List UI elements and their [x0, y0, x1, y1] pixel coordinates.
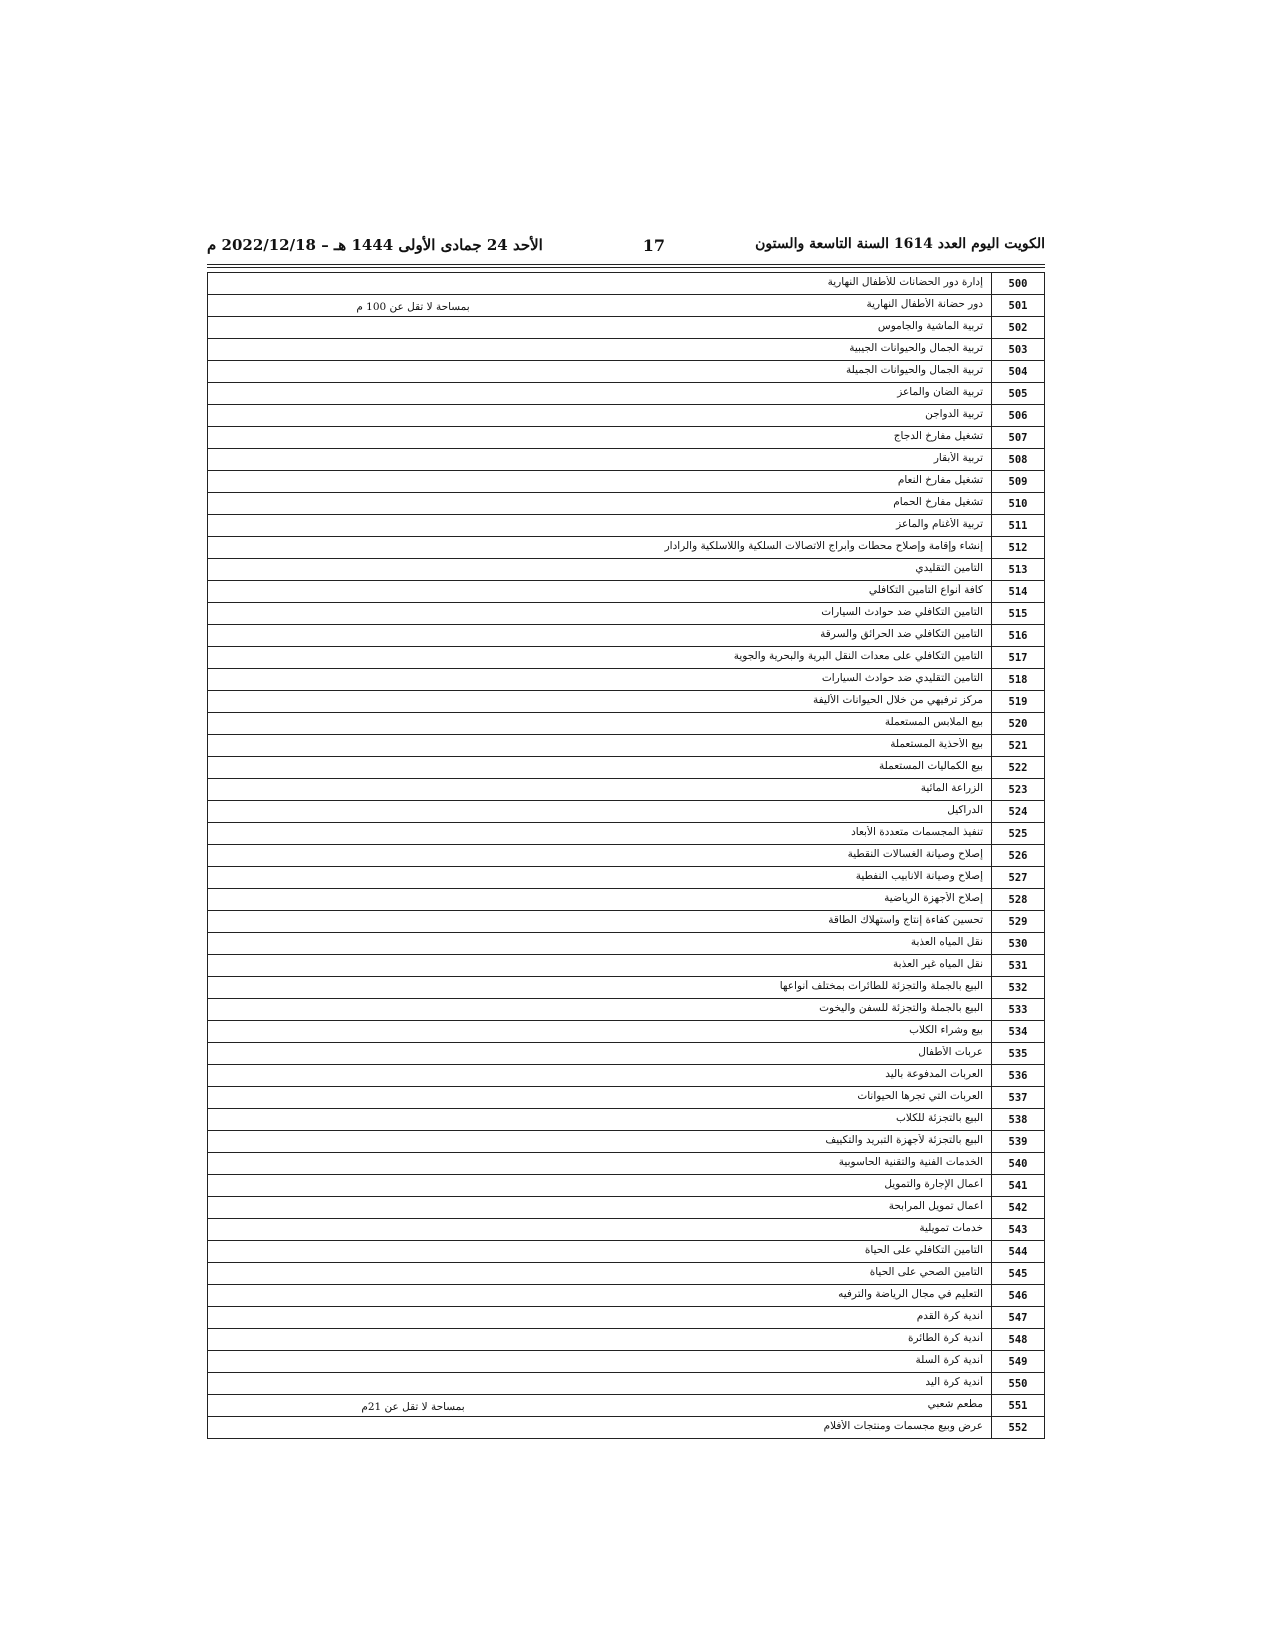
activity-cell [208, 1263, 992, 1285]
activity-cell [208, 955, 992, 977]
activity-name: مطعم شعبي [927, 1398, 983, 1410]
activity-cell [208, 383, 992, 405]
activity-name: كافة أنواع التأمين التكافلي [868, 584, 983, 596]
activity-table [207, 272, 1045, 1439]
activity-number: 528 [992, 889, 1045, 911]
activity-cell [208, 295, 992, 317]
activity-cell [208, 317, 992, 339]
activity-name: تشغيل مفارخ الحمام [893, 496, 983, 508]
table-row [208, 1351, 1045, 1373]
activity-table-body [208, 273, 1045, 1439]
activity-name: تشغيل مفارخ الدجاج [893, 430, 983, 442]
table-row [208, 867, 1045, 889]
activity-name: البيع بالتجزئة للكلاب [896, 1112, 983, 1124]
activity-number: 512 [992, 537, 1045, 559]
activity-number: 519 [992, 691, 1045, 713]
table-row [208, 1087, 1045, 1109]
table-row [208, 955, 1045, 977]
activity-cell [208, 603, 992, 625]
activity-number: 511 [992, 515, 1045, 537]
activity-number: 521 [992, 735, 1045, 757]
table-row [208, 911, 1045, 933]
table-row [208, 603, 1045, 625]
table-row [208, 757, 1045, 779]
table-row [208, 845, 1045, 867]
activity-number: 548 [992, 1329, 1045, 1351]
activity-name: التأمين الصحي على الحياة [869, 1266, 983, 1278]
activity-cell [208, 1175, 992, 1197]
table-row [208, 977, 1045, 999]
publication-title: الكويت اليوم العدد 1614 السنة التاسعة والستون [755, 236, 1045, 252]
activity-name: التأمين التكافلي ضد الحرائق والسرقة [820, 628, 983, 640]
activity-cell [208, 1307, 992, 1329]
activity-name: أندية كرة اليد [925, 1376, 983, 1388]
activity-cell [208, 1329, 992, 1351]
activity-cell [208, 889, 992, 911]
activity-name: أندية كرة الطائرة [907, 1332, 983, 1344]
table-row [208, 691, 1045, 713]
activity-name: إصلاح الأجهزة الرياضية [884, 892, 983, 904]
activity-number: 550 [992, 1373, 1045, 1395]
activity-name: التأمين التقليدي [915, 562, 983, 574]
activity-number: 517 [992, 647, 1045, 669]
activity-cell [208, 449, 992, 471]
activity-cell [208, 845, 992, 867]
table-row [208, 1285, 1045, 1307]
table-row [208, 933, 1045, 955]
activity-name: بيع الأحذية المستعملة [890, 738, 983, 750]
activity-cell [208, 1241, 992, 1263]
activity-cell [208, 867, 992, 889]
activity-cell [208, 669, 992, 691]
activity-name: نقل المياه العذبة [910, 936, 983, 948]
activity-cell [208, 625, 992, 647]
activity-cell [208, 757, 992, 779]
activity-name: إنشاء وإقامة وإصلاح محطات وأبراج الاتصالات السلكية واللاسلكية والرادار [664, 540, 983, 552]
activity-cell [208, 1285, 992, 1307]
table-row [208, 647, 1045, 669]
activity-cell [208, 1087, 992, 1109]
activity-name: عرض وبيع مجسمات ومنتجات الأفلام [823, 1420, 983, 1432]
activity-number: 509 [992, 471, 1045, 493]
activity-number: 538 [992, 1109, 1045, 1131]
table-row [208, 625, 1045, 647]
activity-cell [208, 1219, 992, 1241]
activity-name: بيع الملابس المستعملة [884, 716, 983, 728]
activity-cell [208, 1351, 992, 1373]
table-row [208, 823, 1045, 845]
activity-number: 514 [992, 581, 1045, 603]
table-row [208, 735, 1045, 757]
activity-name: تربية الجمال والحيوانات الجيبية [849, 342, 983, 354]
activity-cell [208, 1197, 992, 1219]
table-row [208, 427, 1045, 449]
activity-name: الزراعة المائية [920, 782, 983, 794]
activity-number: 520 [992, 713, 1045, 735]
activity-number: 523 [992, 779, 1045, 801]
activity-name: خدمات تمويلية [919, 1222, 983, 1234]
activity-cell [208, 471, 992, 493]
issue-date: الأحد 24 جمادى الأولى 1444 هـ – 2022/12/18 م [207, 236, 543, 254]
activity-name: عربات الأطفال [918, 1046, 983, 1058]
activity-cell [208, 361, 992, 383]
table-row [208, 1065, 1045, 1087]
table-row [208, 1241, 1045, 1263]
table-row [208, 493, 1045, 515]
activity-name: تربية الماشية والجاموس [877, 320, 983, 332]
activity-cell [208, 1373, 992, 1395]
table-row [208, 1263, 1045, 1285]
activity-cell [208, 427, 992, 449]
activity-number: 501 [992, 295, 1045, 317]
activity-cell [208, 823, 992, 845]
activity-number: 527 [992, 867, 1045, 889]
activity-name: تربية الجمال والحيوانات الجميلة [846, 364, 983, 376]
activity-number: 535 [992, 1043, 1045, 1065]
table-row [208, 1109, 1045, 1131]
activity-number: 532 [992, 977, 1045, 999]
table-row [208, 889, 1045, 911]
activity-number: 503 [992, 339, 1045, 361]
activity-cell [208, 647, 992, 669]
activity-name: بيع الكماليات المستعملة [879, 760, 983, 772]
activity-name: مركز ترفيهي من خلال الحيوانات الأليفة [812, 694, 983, 706]
table-row [208, 1131, 1045, 1153]
activity-number: 536 [992, 1065, 1045, 1087]
activity-number: 551 [992, 1395, 1045, 1417]
activity-cell [208, 1131, 992, 1153]
activity-name: تنفيذ المجسمات متعددة الأبعاد [851, 826, 983, 838]
activity-name: العربات المدفوعة باليد [885, 1068, 983, 1080]
table-row [208, 1373, 1045, 1395]
table-row [208, 317, 1045, 339]
page-header [207, 236, 1045, 260]
activity-number: 537 [992, 1087, 1045, 1109]
activity-cell [208, 537, 992, 559]
activity-number: 549 [992, 1351, 1045, 1373]
activity-name: التأمين التقليدي ضد حوادث السيارات [821, 672, 983, 684]
activity-cell [208, 1065, 992, 1087]
activity-cell [208, 1153, 992, 1175]
activity-name: الدراكيل [947, 804, 983, 816]
activity-name: تربية الأبقار [933, 452, 983, 464]
activity-name: أندية كرة القدم [916, 1310, 983, 1322]
activity-cell [208, 515, 992, 537]
table-row [208, 1417, 1045, 1439]
activity-number: 508 [992, 449, 1045, 471]
table-row [208, 537, 1045, 559]
activity-number: 500 [992, 273, 1045, 295]
activity-name: إصلاح وصيانة الغسالات النقطية [847, 848, 983, 860]
activity-name: أعمال الإجارة والتمويل [884, 1178, 983, 1190]
activity-cell [208, 1021, 992, 1043]
activity-number: 515 [992, 603, 1045, 625]
activity-cell [208, 1043, 992, 1065]
activity-number: 531 [992, 955, 1045, 977]
table-row [208, 999, 1045, 1021]
activity-name: نقل المياه غير العذبة [893, 958, 983, 970]
table-row [208, 449, 1045, 471]
activity-cell [208, 559, 992, 581]
table-row [208, 1043, 1045, 1065]
activity-name: التأمين التكافلي ضد حوادث السيارات [821, 606, 983, 618]
activity-name: أندية كرة السلة [915, 1354, 983, 1366]
activity-name: تربية الدواجن [925, 408, 983, 420]
area-note: بمساحة لا تقل عن 100 م [356, 301, 470, 313]
table-row [208, 295, 1045, 317]
activity-number: 507 [992, 427, 1045, 449]
activity-name: بيع وشراء الكلاب [909, 1024, 983, 1036]
activity-number: 547 [992, 1307, 1045, 1329]
activity-cell [208, 1417, 992, 1439]
activity-cell [208, 405, 992, 427]
header-rule-bottom [207, 267, 1045, 268]
activity-name: البيع بالجملة والتجزئة للطائرات بمختلف أنواعها [779, 980, 983, 992]
activity-name: إدارة دور الحضانات للأطفال النهارية [827, 276, 983, 288]
table-row [208, 779, 1045, 801]
activity-number: 510 [992, 493, 1045, 515]
activity-cell [208, 933, 992, 955]
activity-number: 539 [992, 1131, 1045, 1153]
activity-name: التعليم في مجال الرياضة والترفيه [838, 1288, 983, 1300]
activity-cell [208, 1395, 992, 1417]
activity-number: 526 [992, 845, 1045, 867]
table-row [208, 361, 1045, 383]
activity-name: البيع بالتجزئة لأجهزة التبريد والتكييف [825, 1134, 983, 1146]
activity-cell [208, 801, 992, 823]
table-row [208, 801, 1045, 823]
activity-number: 546 [992, 1285, 1045, 1307]
activity-number: 518 [992, 669, 1045, 691]
activity-name: تشغيل مفارخ النعام [897, 474, 983, 486]
activity-name: العربات التي تجرها الحيوانات [857, 1090, 983, 1102]
activity-number: 516 [992, 625, 1045, 647]
activity-number: 543 [992, 1219, 1045, 1241]
activity-number: 502 [992, 317, 1045, 339]
table-row [208, 1307, 1045, 1329]
activity-number: 541 [992, 1175, 1045, 1197]
activity-name: الخدمات الفنية والتقنية الحاسوبية [838, 1156, 983, 1168]
activity-number: 506 [992, 405, 1045, 427]
activity-number: 542 [992, 1197, 1045, 1219]
activity-cell [208, 339, 992, 361]
table-row [208, 1395, 1045, 1417]
area-note: بمساحة لا تقل عن 21م [361, 1401, 465, 1413]
activity-number: 540 [992, 1153, 1045, 1175]
activity-name: تحسين كفاءة إنتاج واستهلاك الطاقة [828, 914, 983, 926]
activity-number: 533 [992, 999, 1045, 1021]
activity-cell [208, 735, 992, 757]
activity-number: 524 [992, 801, 1045, 823]
activity-number: 552 [992, 1417, 1045, 1439]
activity-cell [208, 273, 992, 295]
activity-name: التأمين التكافلي على معدات النقل البرية والبحرية والجوية [733, 650, 983, 662]
activity-name: البيع بالجملة والتجزئة للسفن واليخوت [819, 1002, 983, 1014]
activity-number: 544 [992, 1241, 1045, 1263]
activity-cell [208, 999, 992, 1021]
activity-cell [208, 493, 992, 515]
table-row [208, 471, 1045, 493]
activity-name: إصلاح وصيانة الانابيب النفطية [855, 870, 983, 882]
activity-name: تربية الضأن والماعز [897, 386, 983, 398]
table-row [208, 581, 1045, 603]
activity-name: تربية الأغنام والماعز [896, 518, 983, 530]
activity-cell [208, 691, 992, 713]
table-row [208, 1219, 1045, 1241]
table-row [208, 515, 1045, 537]
header-rule-top [207, 264, 1045, 265]
table-row [208, 273, 1045, 295]
activity-number: 545 [992, 1263, 1045, 1285]
activity-cell [208, 713, 992, 735]
activity-cell [208, 911, 992, 933]
activity-cell [208, 977, 992, 999]
table-row [208, 1197, 1045, 1219]
activity-name: دور حضانة الأطفال النهارية [866, 298, 983, 310]
activity-number: 530 [992, 933, 1045, 955]
table-row [208, 1175, 1045, 1197]
table-row [208, 339, 1045, 361]
table-row [208, 1021, 1045, 1043]
activity-name: أعمال تمويل المرابحة [888, 1200, 983, 1212]
table-row [208, 559, 1045, 581]
table-row [208, 1153, 1045, 1175]
activity-number: 522 [992, 757, 1045, 779]
table-row [208, 383, 1045, 405]
table-row [208, 1329, 1045, 1351]
activity-cell [208, 779, 992, 801]
table-row [208, 405, 1045, 427]
activity-cell [208, 581, 992, 603]
activity-name: التأمين التكافلي على الحياة [864, 1244, 983, 1256]
page-number: 17 [642, 236, 665, 255]
activity-number: 505 [992, 383, 1045, 405]
activity-number: 504 [992, 361, 1045, 383]
activity-number: 525 [992, 823, 1045, 845]
activity-number: 534 [992, 1021, 1045, 1043]
activity-number: 513 [992, 559, 1045, 581]
activity-number: 529 [992, 911, 1045, 933]
table-row [208, 669, 1045, 691]
activity-cell [208, 1109, 992, 1131]
table-row [208, 713, 1045, 735]
